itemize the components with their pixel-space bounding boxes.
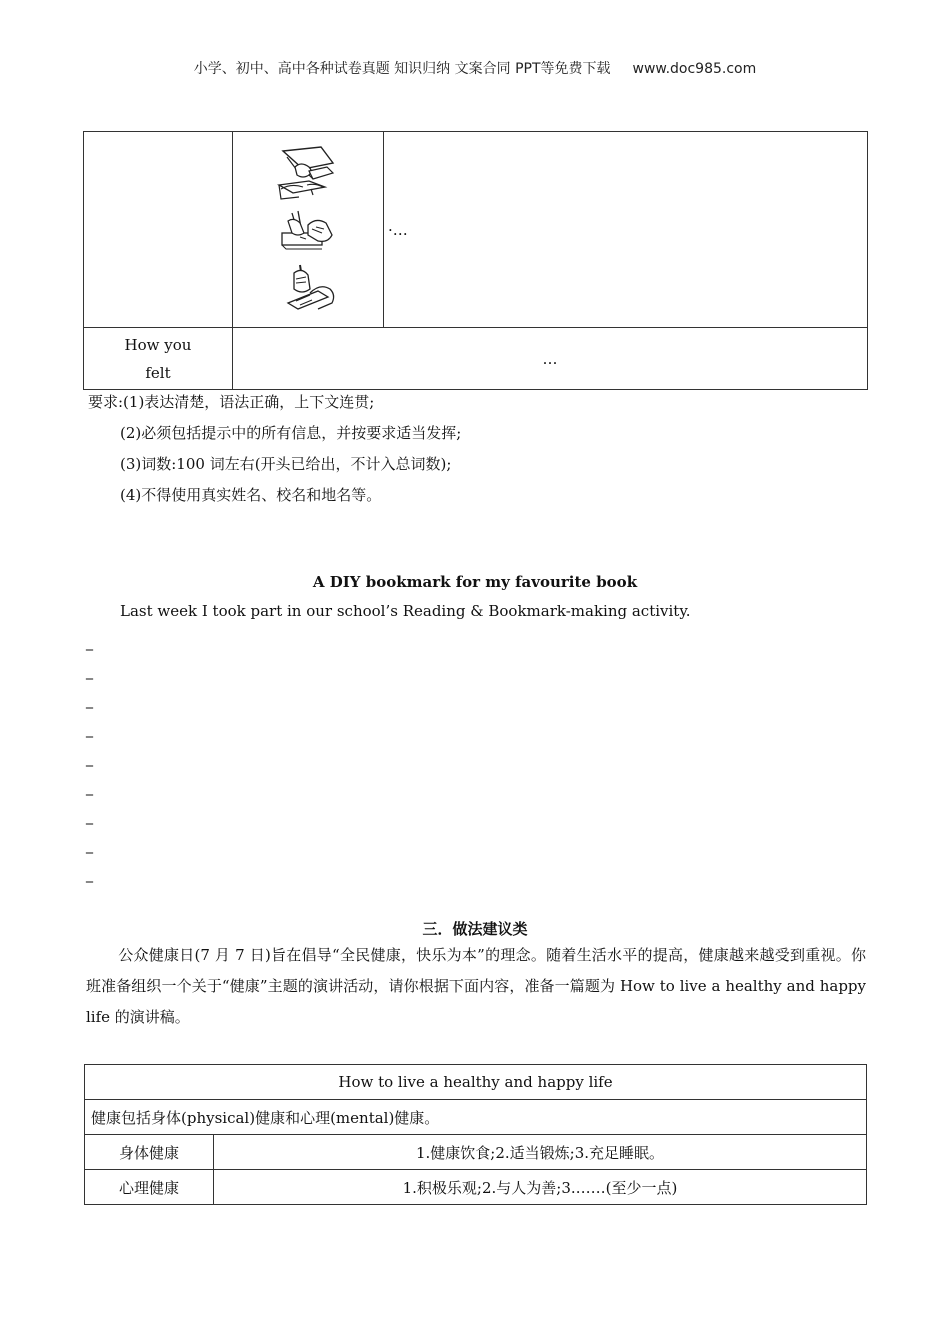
blank-line[interactable]: _ <box>86 780 93 796</box>
physical-health-label: 身体健康 <box>85 1135 214 1170</box>
blank-line[interactable]: _ <box>86 809 93 825</box>
physical-health-value: 1.健康饮食;2.适当锻炼;3.充足睡眠。 <box>214 1135 867 1170</box>
blank-line[interactable]: _ <box>86 838 93 854</box>
felt-label-line2: felt <box>145 363 171 382</box>
row2-content: … <box>542 349 558 368</box>
blank-line[interactable]: _ <box>86 664 93 680</box>
blank-line[interactable]: _ <box>86 635 93 651</box>
blank-line[interactable]: _ <box>86 693 93 709</box>
row1-content: ·… <box>388 220 408 239</box>
description-cell <box>384 132 868 328</box>
section-prompt <box>86 940 866 1033</box>
essay-opening: Last week I took part in our school’s Reading & Bookmark-making activity. <box>120 602 691 620</box>
blank-line[interactable]: _ <box>86 722 93 738</box>
image-cell <box>233 132 384 328</box>
page-header <box>0 58 950 78</box>
paper-folding-icon <box>273 145 343 203</box>
health-table-intro: 健康包括身体(physical)健康和心理(mental)健康。 <box>85 1100 867 1135</box>
header-text: 小学、初中、高中各种试卷真题 知识归纳 文案合同 PPT等免费下载 <box>193 61 611 77</box>
health-table <box>84 1064 867 1205</box>
empty-label-cell <box>84 132 233 328</box>
requirements <box>88 387 878 511</box>
blank-line[interactable]: _ <box>86 751 93 767</box>
felt-label-line1: How you <box>124 335 192 354</box>
mental-health-value: 1.积极乐观;2.与人为善;3.……(至少一点) <box>214 1170 867 1205</box>
how-you-felt-label <box>84 328 233 390</box>
cutting-icon <box>278 207 338 251</box>
req-line-4: (4)不得使用真实姓名、校名和地名等。 <box>120 486 382 504</box>
activity-table <box>83 131 868 390</box>
prompt-text: 公众健康日(7 月 7 日)旨在倡导“全民健康，快乐为本”的理念。随着生活水平的提高，健康越来越受到重视。你班准备组织一个关于“健康”主题的演讲活动，请你根据下面内容，准备一篇题为 How to live a healthy and happy life 的演讲稿。 <box>86 946 866 1026</box>
felt-content-cell <box>233 328 868 390</box>
drawing-icon <box>278 263 338 315</box>
req-line-2: (2)必须包括提示中的所有信息，并按要求适当发挥; <box>120 424 462 442</box>
mental-health-label: 心理健康 <box>85 1170 214 1205</box>
health-table-title: How to live a healthy and happy life <box>85 1065 867 1100</box>
blank-line[interactable]: _ <box>86 867 93 883</box>
req-line-1: 要求:(1)表达清楚，语法正确，上下文连贯; <box>88 393 375 411</box>
header-url[interactable]: www.doc985.com <box>632 61 757 77</box>
req-line-3: (3)词数:100 词左右(开头已给出，不计入总词数); <box>120 455 452 473</box>
section-heading: 三．做法建议类 <box>422 920 528 938</box>
essay-title: A DIY bookmark for my favourite book <box>312 573 638 591</box>
